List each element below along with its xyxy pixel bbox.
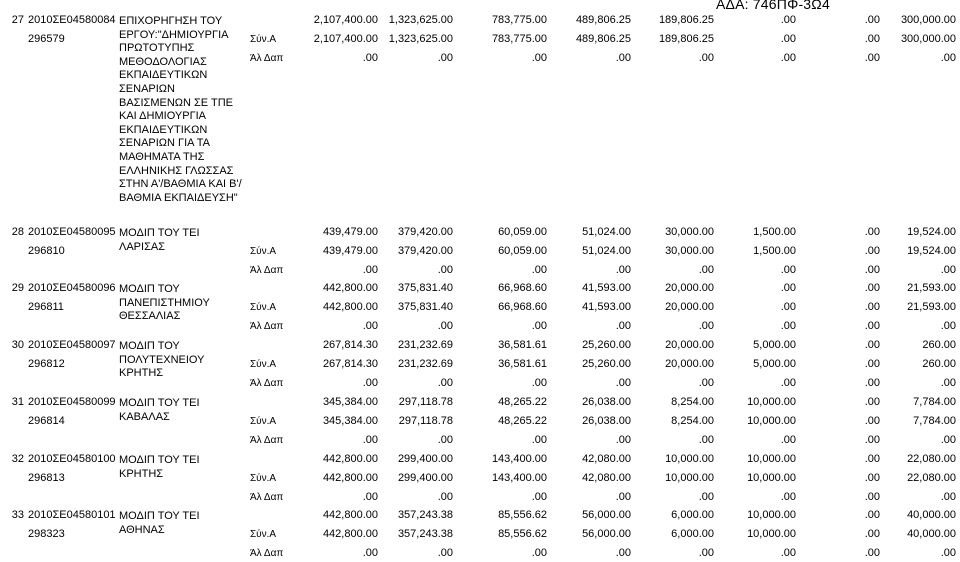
- amount-cell: .00: [864, 226, 880, 238]
- amount-cell: .00: [864, 282, 880, 294]
- other-expenses-label: Άλ Δαπ: [250, 548, 284, 559]
- amount-cell: 189,806.25: [658, 33, 714, 45]
- amount-cell: .00: [362, 491, 378, 503]
- amount-cell: .00: [362, 434, 378, 446]
- amount-cell: 1,323,625.00: [388, 33, 453, 45]
- amount-cell: 19,524.00: [907, 226, 956, 238]
- project-title: ΜΟΔΙΠ ΤΟΥ ΤΕΙ ΛΑΡΙΣΑΣ: [119, 227, 200, 253]
- project-subcode: 296814: [28, 415, 65, 427]
- amount-cell: 783,775.00: [491, 14, 547, 26]
- amount-cell: .00: [698, 547, 714, 559]
- amount-cell: 357,243.38: [397, 528, 453, 540]
- amount-cell: 439,479.00: [322, 226, 378, 238]
- amount-cell: 19,524.00: [907, 245, 956, 257]
- amount-cell: 297,118.78: [398, 396, 453, 408]
- amount-cell: .00: [864, 339, 880, 351]
- amount-cell: 442,800.00: [322, 509, 378, 521]
- total-label: Σύν.Α: [250, 302, 277, 313]
- amount-cell: 40,000.00: [907, 528, 956, 540]
- amount-cell: 42,080.00: [582, 472, 631, 484]
- amount-cell: 442,800.00: [322, 453, 378, 465]
- amount-cell: .00: [362, 547, 378, 559]
- amount-cell: 299,400.00: [397, 453, 453, 465]
- amount-cell: .00: [864, 14, 880, 26]
- total-label: Σύν.Α: [250, 416, 277, 427]
- amount-cell: 48,265.22: [498, 396, 547, 408]
- amount-cell: 260.00: [922, 358, 956, 370]
- amount-cell: .00: [437, 264, 453, 276]
- amount-cell: .00: [615, 547, 631, 559]
- amount-cell: 66,968.60: [498, 282, 547, 294]
- amount-cell: 20,000.00: [665, 282, 714, 294]
- amount-cell: 8,254.00: [671, 415, 714, 427]
- amount-cell: 20,000.00: [665, 358, 714, 370]
- amount-cell: 6,000.00: [671, 528, 714, 540]
- amount-cell: .00: [780, 301, 796, 313]
- amount-cell: .00: [780, 377, 796, 389]
- amount-cell: .00: [864, 320, 880, 332]
- amount-cell: .00: [864, 52, 880, 64]
- amount-cell: .00: [780, 14, 796, 26]
- amount-cell: .00: [780, 264, 796, 276]
- amount-cell: 300,000.00: [900, 14, 956, 26]
- amount-cell: 21,593.00: [907, 282, 956, 294]
- amount-cell: 10,000.00: [665, 453, 714, 465]
- amount-cell: 85,556.62: [498, 528, 547, 540]
- amount-cell: 489,806.25: [575, 14, 631, 26]
- amount-cell: .00: [531, 264, 547, 276]
- amount-cell: 22,080.00: [907, 453, 956, 465]
- record-number: 30: [11, 339, 24, 351]
- amount-cell: .00: [864, 264, 880, 276]
- amount-cell: .00: [615, 434, 631, 446]
- amount-cell: .00: [864, 396, 880, 408]
- amount-cell: .00: [698, 320, 714, 332]
- amount-cell: 260.00: [922, 339, 956, 351]
- amount-cell: 357,243.38: [397, 509, 453, 521]
- amount-cell: .00: [864, 491, 880, 503]
- project-subcode: 296812: [28, 358, 65, 370]
- record-number: 32: [11, 453, 24, 465]
- amount-cell: .00: [615, 52, 631, 64]
- project-code: 2010ΣΕ04580084: [28, 14, 116, 26]
- amount-cell: .00: [864, 547, 880, 559]
- amount-cell: 26,038.00: [582, 396, 631, 408]
- record-number: 31: [11, 396, 24, 408]
- amount-cell: .00: [362, 52, 378, 64]
- amount-cell: .00: [437, 547, 453, 559]
- amount-cell: .00: [698, 434, 714, 446]
- amount-cell: .00: [362, 264, 378, 276]
- total-label: Σύν.Α: [250, 473, 277, 484]
- amount-cell: .00: [780, 52, 796, 64]
- record-number: 29: [11, 282, 24, 294]
- document-ada-code: ΑΔΑ: 746ΠΦ-3Ω4: [716, 0, 830, 12]
- amount-cell: 7,784.00: [913, 415, 956, 427]
- other-expenses-label: Άλ Δαπ: [250, 378, 284, 389]
- amount-cell: .00: [531, 52, 547, 64]
- amount-cell: 442,800.00: [322, 472, 378, 484]
- project-subcode: 296579: [28, 33, 65, 45]
- amount-cell: .00: [615, 264, 631, 276]
- amount-cell: .00: [864, 434, 880, 446]
- project-code: 2010ΣΕ04580097: [28, 339, 116, 351]
- project-subcode: 296810: [28, 245, 65, 257]
- amount-cell: 30,000.00: [665, 245, 714, 257]
- amount-cell: 20,000.00: [665, 339, 714, 351]
- amount-cell: 41,593.00: [582, 301, 631, 313]
- amount-cell: .00: [698, 377, 714, 389]
- project-code: 2010ΣΕ04580099: [28, 396, 116, 408]
- amount-cell: 42,080.00: [582, 453, 631, 465]
- total-label: Σύν.Α: [250, 34, 277, 45]
- amount-cell: 85,556.62: [498, 509, 547, 521]
- amount-cell: 36,581.61: [498, 339, 547, 351]
- amount-cell: .00: [531, 434, 547, 446]
- amount-cell: 56,000.00: [582, 509, 631, 521]
- amount-cell: 48,265.22: [498, 415, 547, 427]
- amount-cell: .00: [780, 434, 796, 446]
- amount-cell: .00: [531, 320, 547, 332]
- amount-cell: 5,000.00: [753, 358, 796, 370]
- amount-cell: .00: [940, 547, 956, 559]
- project-subcode: 296811: [28, 301, 64, 313]
- record-number: 33: [11, 509, 24, 521]
- amount-cell: 299,400.00: [397, 472, 453, 484]
- amount-cell: 60,059.00: [498, 226, 547, 238]
- amount-cell: 189,806.25: [658, 14, 714, 26]
- amount-cell: 25,260.00: [582, 358, 631, 370]
- amount-cell: .00: [940, 377, 956, 389]
- amount-cell: 36,581.61: [498, 358, 547, 370]
- project-code: 2010ΣΕ04580100: [28, 453, 116, 465]
- amount-cell: .00: [864, 377, 880, 389]
- amount-cell: .00: [780, 33, 796, 45]
- amount-cell: 51,024.00: [582, 245, 631, 257]
- amount-cell: 442,800.00: [322, 528, 378, 540]
- project-title: ΜΟΔΙΠ ΤΟΥ ΤΕΙ ΚΡΗΤΗΣ: [119, 454, 200, 480]
- amount-cell: .00: [780, 320, 796, 332]
- amount-cell: 375,831.40: [397, 301, 453, 313]
- project-title: ΜΟΔΙΠ ΤΟΥ ΠΟΛΥΤΕΧΝΕΙΟΥ ΚΡΗΤΗΣ: [119, 340, 205, 380]
- amount-cell: 66,968.60: [498, 301, 547, 313]
- amount-cell: 297,118.78: [398, 415, 453, 427]
- amount-cell: 231,232.69: [397, 358, 453, 370]
- amount-cell: .00: [615, 320, 631, 332]
- amount-cell: 267,814.30: [322, 339, 378, 351]
- amount-cell: 300,000.00: [900, 33, 956, 45]
- amount-cell: 345,384.00: [322, 396, 378, 408]
- amount-cell: .00: [864, 358, 880, 370]
- amount-cell: .00: [940, 52, 956, 64]
- amount-cell: .00: [780, 282, 796, 294]
- amount-cell: 1,323,625.00: [388, 14, 453, 26]
- amount-cell: 143,400.00: [491, 472, 547, 484]
- amount-cell: 439,479.00: [322, 245, 378, 257]
- other-expenses-label: Άλ Δαπ: [250, 321, 284, 332]
- amount-cell: 1,500.00: [753, 226, 796, 238]
- amount-cell: .00: [940, 264, 956, 276]
- amount-cell: .00: [864, 245, 880, 257]
- project-code: 2010ΣΕ04580101: [28, 509, 116, 521]
- amount-cell: 10,000.00: [747, 415, 796, 427]
- project-subcode: 298323: [28, 528, 65, 540]
- amount-cell: 143,400.00: [491, 453, 547, 465]
- amount-cell: 41,593.00: [582, 282, 631, 294]
- amount-cell: .00: [362, 377, 378, 389]
- amount-cell: 783,775.00: [491, 33, 547, 45]
- amount-cell: 345,384.00: [322, 415, 378, 427]
- record-number: 28: [11, 226, 24, 238]
- amount-cell: .00: [864, 301, 880, 313]
- amount-cell: .00: [940, 491, 956, 503]
- amount-cell: .00: [615, 491, 631, 503]
- amount-cell: 22,080.00: [907, 472, 956, 484]
- project-title: ΜΟΔΙΠ ΤΟΥ ΤΕΙ ΚΑΒΑΛΑΣ: [119, 397, 200, 423]
- amount-cell: 7,784.00: [913, 396, 956, 408]
- project-code: 2010ΣΕ04580096: [28, 282, 116, 294]
- other-expenses-label: Άλ Δαπ: [250, 265, 284, 276]
- amount-cell: 10,000.00: [665, 472, 714, 484]
- amount-cell: 51,024.00: [582, 226, 631, 238]
- amount-cell: 10,000.00: [747, 509, 796, 521]
- amount-cell: .00: [698, 52, 714, 64]
- amount-cell: 25,260.00: [582, 339, 631, 351]
- amount-cell: .00: [780, 547, 796, 559]
- amount-cell: 8,254.00: [671, 396, 714, 408]
- amount-cell: 20,000.00: [665, 301, 714, 313]
- amount-cell: 10,000.00: [747, 396, 796, 408]
- amount-cell: 30,000.00: [665, 226, 714, 238]
- amount-cell: 5,000.00: [753, 339, 796, 351]
- total-label: Σύν.Α: [250, 359, 277, 370]
- amount-cell: 40,000.00: [907, 509, 956, 521]
- amount-cell: 60,059.00: [498, 245, 547, 257]
- amount-cell: .00: [437, 434, 453, 446]
- amount-cell: 10,000.00: [747, 528, 796, 540]
- amount-cell: .00: [437, 491, 453, 503]
- amount-cell: .00: [437, 377, 453, 389]
- amount-cell: 379,420.00: [397, 226, 453, 238]
- amount-cell: .00: [531, 491, 547, 503]
- amount-cell: 10,000.00: [747, 453, 796, 465]
- other-expenses-label: Άλ Δαπ: [250, 492, 284, 503]
- amount-cell: .00: [940, 434, 956, 446]
- other-expenses-label: Άλ Δαπ: [250, 53, 284, 64]
- amount-cell: .00: [864, 415, 880, 427]
- amount-cell: .00: [864, 509, 880, 521]
- amount-cell: 26,038.00: [582, 415, 631, 427]
- amount-cell: 2,107,400.00: [313, 14, 378, 26]
- other-expenses-label: Άλ Δαπ: [250, 435, 284, 446]
- project-title: ΜΟΔΙΠ ΤΟΥ ΠΑΝΕΠΙΣΤΗΜΙΟΥ ΘΕΣΣΑΛΙΑΣ: [119, 283, 210, 323]
- amount-cell: .00: [531, 377, 547, 389]
- amount-cell: .00: [531, 547, 547, 559]
- amount-cell: 267,814.30: [322, 358, 378, 370]
- amount-cell: .00: [362, 320, 378, 332]
- total-label: Σύν.Α: [250, 529, 277, 540]
- amount-cell: 489,806.25: [575, 33, 631, 45]
- amount-cell: .00: [940, 320, 956, 332]
- amount-cell: .00: [437, 52, 453, 64]
- amount-cell: 1,500.00: [753, 245, 796, 257]
- amount-cell: 56,000.00: [582, 528, 631, 540]
- project-title: ΜΟΔΙΠ ΤΟΥ ΤΕΙ ΑΘΗΝΑΣ: [119, 510, 200, 536]
- amount-cell: .00: [437, 320, 453, 332]
- amount-cell: 10,000.00: [747, 472, 796, 484]
- amount-cell: .00: [780, 491, 796, 503]
- amount-cell: .00: [864, 528, 880, 540]
- project-subcode: 296813: [28, 472, 65, 484]
- amount-cell: 442,800.00: [322, 282, 378, 294]
- project-title: ΕΠΙΧΟΡΗΓΗΣΗ ΤΟΥ ΕΡΓΟΥ:"ΔΗΜΙΟΥΡΓΙΑ ΠΡΩΤΟΤΥΠΗΣ ΜΕΘΟΔΟΛΟΓΙΑΣ ΕΚΠΑΙΔΕΥΤΙΚΩΝ ΣΕΝΑΡΙΩΝ ΒΑΣΙΣΜΕΝΩΝ ΣΕ ΤΠΕ ΚΑΙ ΔΗΜΙΟΥΡΓΙΑ ΕΚΠΑΙΔΕΥΤΙΚΩΝ ΣΕΝΑΡΙΩΝ ΓΙΑ ΤΑ ΜΑΘΗΜΑΤΑ ΤΗΣ ΕΛΛΗΝΙΚΗΣ ΓΛΩΣΣΑΣ ΣΤΗΝ Α'/ΒΑΘΜΙΑ ΚΑΙ Β'/ΒΑΘΜΙΑ ΕΚΠΑΙΔΕΥΣΗ": [119, 15, 242, 204]
- project-code: 2010ΣΕ04580095: [28, 226, 116, 238]
- record-number: 27: [11, 14, 24, 26]
- amount-cell: 375,831.40: [397, 282, 453, 294]
- amount-cell: 21,593.00: [907, 301, 956, 313]
- amount-cell: 379,420.00: [397, 245, 453, 257]
- amount-cell: 442,800.00: [322, 301, 378, 313]
- amount-cell: .00: [864, 33, 880, 45]
- amount-cell: 231,232.69: [397, 339, 453, 351]
- amount-cell: .00: [864, 453, 880, 465]
- amount-cell: .00: [864, 472, 880, 484]
- amount-cell: 6,000.00: [671, 509, 714, 521]
- total-label: Σύν.Α: [250, 246, 277, 257]
- amount-cell: .00: [615, 377, 631, 389]
- amount-cell: .00: [698, 264, 714, 276]
- amount-cell: .00: [698, 491, 714, 503]
- amount-cell: 2,107,400.00: [313, 33, 378, 45]
